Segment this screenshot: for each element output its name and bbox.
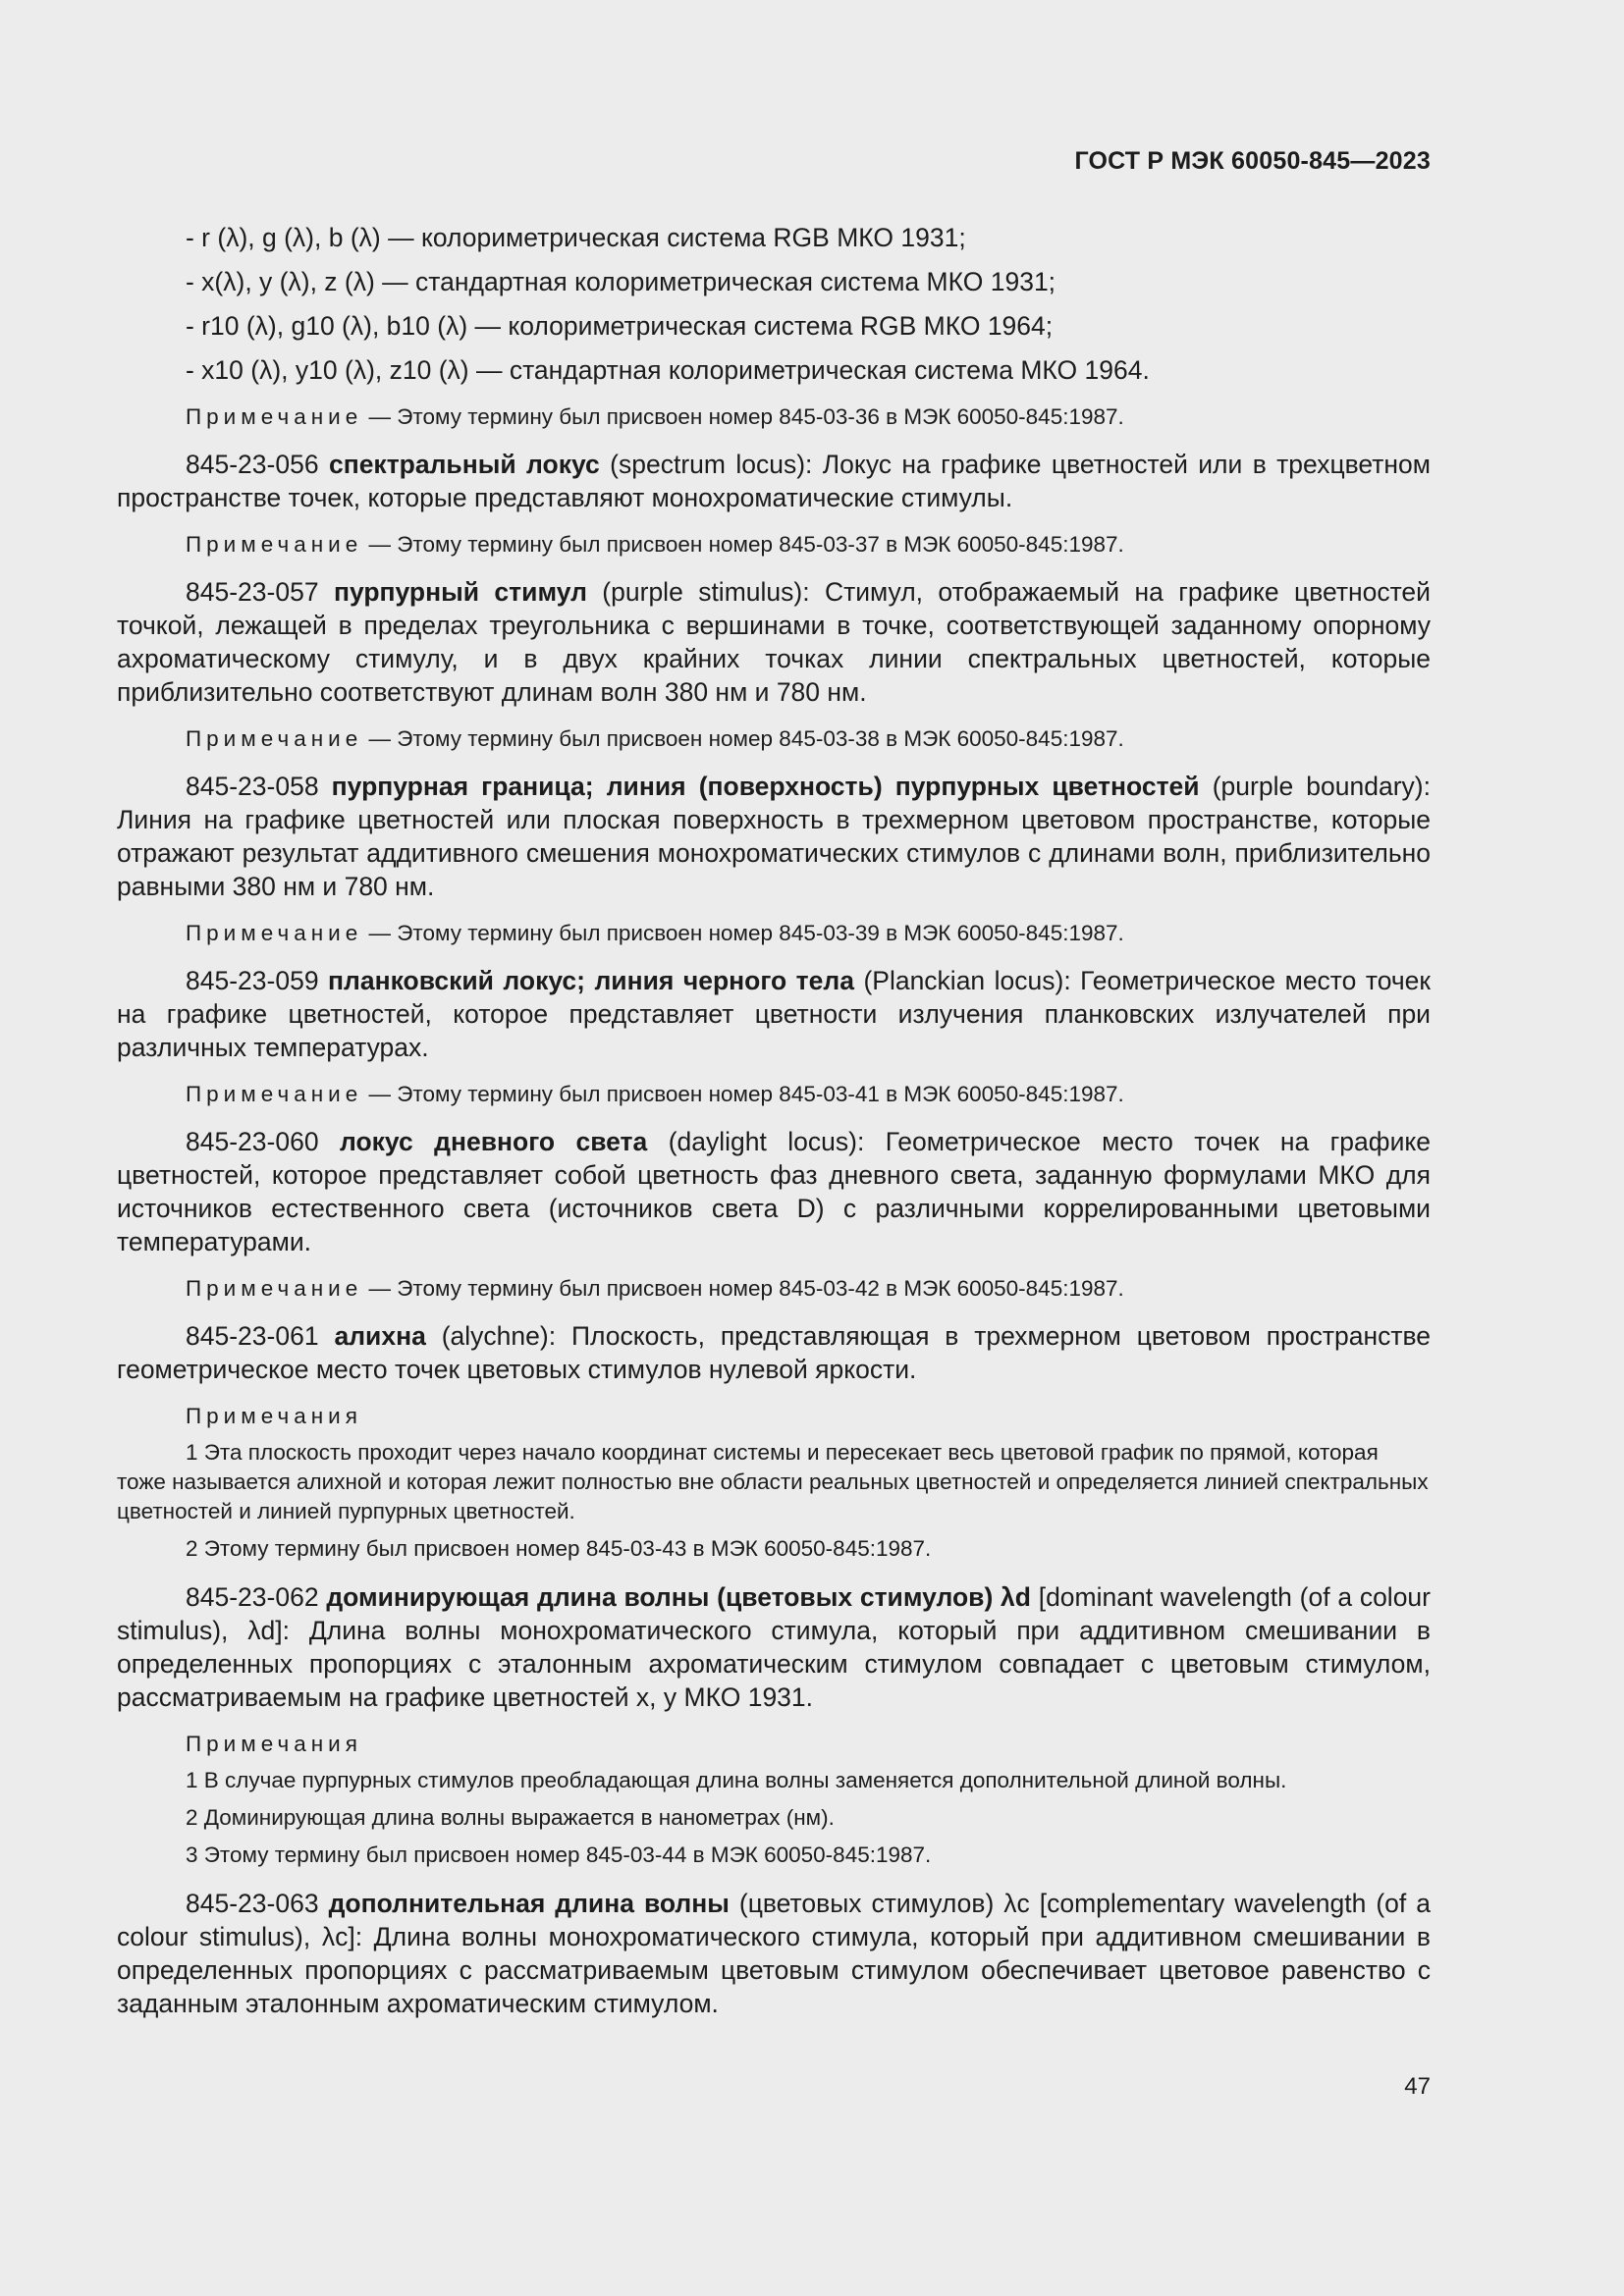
note-item: 2 Этому термину был присвоен номер 845-03-43 в МЭК 60050-845:1987. [186, 1536, 932, 1561]
note [186, 531, 1431, 559]
note-item: 1 Эта плоскость проходит через начало координат системы и пересекает весь цветовой график по прямой, которая тоже называется алихной и которая лежит полностью вне области реальных цветностей и определяется линией спектральных цветностей и линией пурпурных цветностей. [117, 1440, 1429, 1523]
term-entry-058 [117, 770, 1431, 903]
term-definition: (цветовых стимулов) λc [complementary wavelength (of a colour stimulus), λc]: Длина волны монохроматического стимула, который при аддитивном смешивании в определенных пропорциях с рассматриваемым цветовым стимулом обеспечивает цветовое равенство с заданным эталонным ахроматическим стимулом. [117, 1889, 1431, 2018]
term-number: 845-23-061 [186, 1321, 319, 1351]
bullet-item: - r (λ), g (λ), b (λ) — колориметрическая система RGB МКО 1931; [186, 223, 966, 252]
term-name: дополнительная длина волны [328, 1889, 730, 1918]
term-definition: (purple stimulus): Стимул, отображаемый на графике цветностей точкой, лежащей в пределах треугольника с вершинами в точке, соответствующей заданному опорному ахроматическому стимулу, и в двух крайних точках линии спектральных цветностей, которые приблизительно соответствуют длинам волн 380 нм и 780 нм. [117, 577, 1431, 707]
note-text: — Этому термину был присвоен номер 845-03-42 в МЭК 60050-845:1987. [368, 1276, 1124, 1301]
term-entry-056 [117, 448, 1431, 514]
term-definition: (alychne): Плоскость, представляющая в трехмерном цветовом пространстве геометрическое место точек цветовых стимулов нулевой яркости. [117, 1321, 1431, 1384]
note-text: — Этому термину был присвоен номер 845-03-39 в МЭК 60050-845:1987. [368, 921, 1124, 945]
term-number: 845-23-060 [186, 1127, 319, 1156]
note [186, 1275, 1431, 1303]
note-label: Примечание [186, 1082, 363, 1106]
note [186, 725, 1431, 753]
bullet-item: - x(λ), y (λ), z (λ) — стандартная колориметрическая система МКО 1931; [186, 267, 1056, 296]
term-number: 845-23-062 [186, 1582, 319, 1612]
note-label: Примечание [186, 404, 363, 429]
term-name: пурпурная граница; линия (поверхность) пурпурных цветностей [331, 772, 1200, 801]
note-item: 3 Этому термину был присвоен номер 845-03-44 в МЭК 60050-845:1987. [186, 1842, 932, 1867]
term-name: алихна [334, 1321, 426, 1351]
term-entry-059 [117, 964, 1431, 1064]
term-number: 845-23-063 [186, 1889, 319, 1918]
term-number: 845-23-057 [186, 577, 319, 607]
term-number: 845-23-059 [186, 966, 319, 995]
term-name: пурпурный стимул [333, 577, 587, 607]
term-number: 845-23-058 [186, 772, 319, 801]
note-text: — Этому термину был присвоен номер 845-03-38 в МЭК 60050-845:1987. [368, 726, 1124, 751]
notes-label: Примечания [186, 1404, 362, 1428]
term-definition: (Planckian locus): Геометрическое место точек на графике цветностей, которое представляет цветности излучения планковских излучателей при различных температурах. [117, 966, 1431, 1062]
page-number: 47 [1404, 2073, 1431, 2100]
bullet-item: - x10 (λ), y10 (λ), z10 (λ) — стандартная колориметрическая система МКО 1964. [186, 355, 1150, 385]
note [186, 403, 1431, 431]
term-entry-063 [117, 1887, 1431, 2020]
term-entry-061 [117, 1319, 1431, 1386]
term-entry-057 [117, 575, 1431, 709]
note-item: 1 В случае пурпурных стимулов преобладающая длина волны заменяется дополнительной длиной волны. [186, 1768, 1287, 1792]
note-label: Примечание [186, 921, 363, 945]
note-label: Примечание [186, 1276, 363, 1301]
term-name: локус дневного света [339, 1127, 648, 1156]
note-item: 2 Доминирующая длина волны выражается в нанометрах (нм). [186, 1805, 835, 1830]
term-definition: (spectrum locus): Локус на графике цветностей или в трехцветном пространстве точек, которые представляют монохроматические стимулы. [117, 450, 1431, 512]
note [186, 920, 1431, 947]
bullet-item: - r10 (λ), g10 (λ), b10 (λ) — колориметрическая система RGB МКО 1964; [186, 311, 1054, 341]
note-label: Примечание [186, 532, 363, 557]
term-definition: (daylight locus): Геометрическое место точек на графике цветностей, которое представляет собой цветность фаз дневного света, заданную формулами МКО для источников естественного света (источников света D) с различными коррелированными цветовыми температурами. [117, 1127, 1432, 1256]
note-label: Примечание [186, 726, 363, 751]
document-header: ГОСТ Р МЭК 60050-845—2023 [1074, 147, 1431, 175]
note [186, 1081, 1431, 1108]
note-text: — Этому термину был присвоен номер 845-03-37 в МЭК 60050-845:1987. [368, 532, 1124, 557]
term-number: 845-23-056 [186, 450, 319, 479]
term-definition: [dominant wavelength (of a colour stimulus), λd]: Длина волны монохроматического стимула, который при аддитивном смешивании в определенных пропорциях с эталонным ахроматическим стимулом совпадает с цветовым стимулом, рассматриваемым на графике цветностей x, y МКО 1931. [117, 1582, 1431, 1712]
term-entry-060 [117, 1125, 1431, 1258]
note-text: — Этому термину был присвоен номер 845-03-36 в МЭК 60050-845:1987. [368, 404, 1124, 429]
term-name: доминирующая длина волны (цветовых стимулов) λd [326, 1582, 1031, 1612]
term-definition: (purple boundary): Линия на графике цветностей или плоская поверхность в трехмерном цветовом пространстве, которые отражают результат аддитивного смешения монохроматических стимулов с длинами волн, приблизительно равными 380 нм и 780 нм. [117, 772, 1431, 901]
term-name: планковский локус; линия черного тела [328, 966, 854, 995]
note-text: — Этому термину был присвоен номер 845-03-41 в МЭК 60050-845:1987. [368, 1082, 1124, 1106]
page-content [117, 221, 1431, 2020]
term-entry-062 [117, 1580, 1431, 1714]
notes-label: Примечания [186, 1732, 362, 1756]
term-name: спектральный локус [328, 450, 600, 479]
